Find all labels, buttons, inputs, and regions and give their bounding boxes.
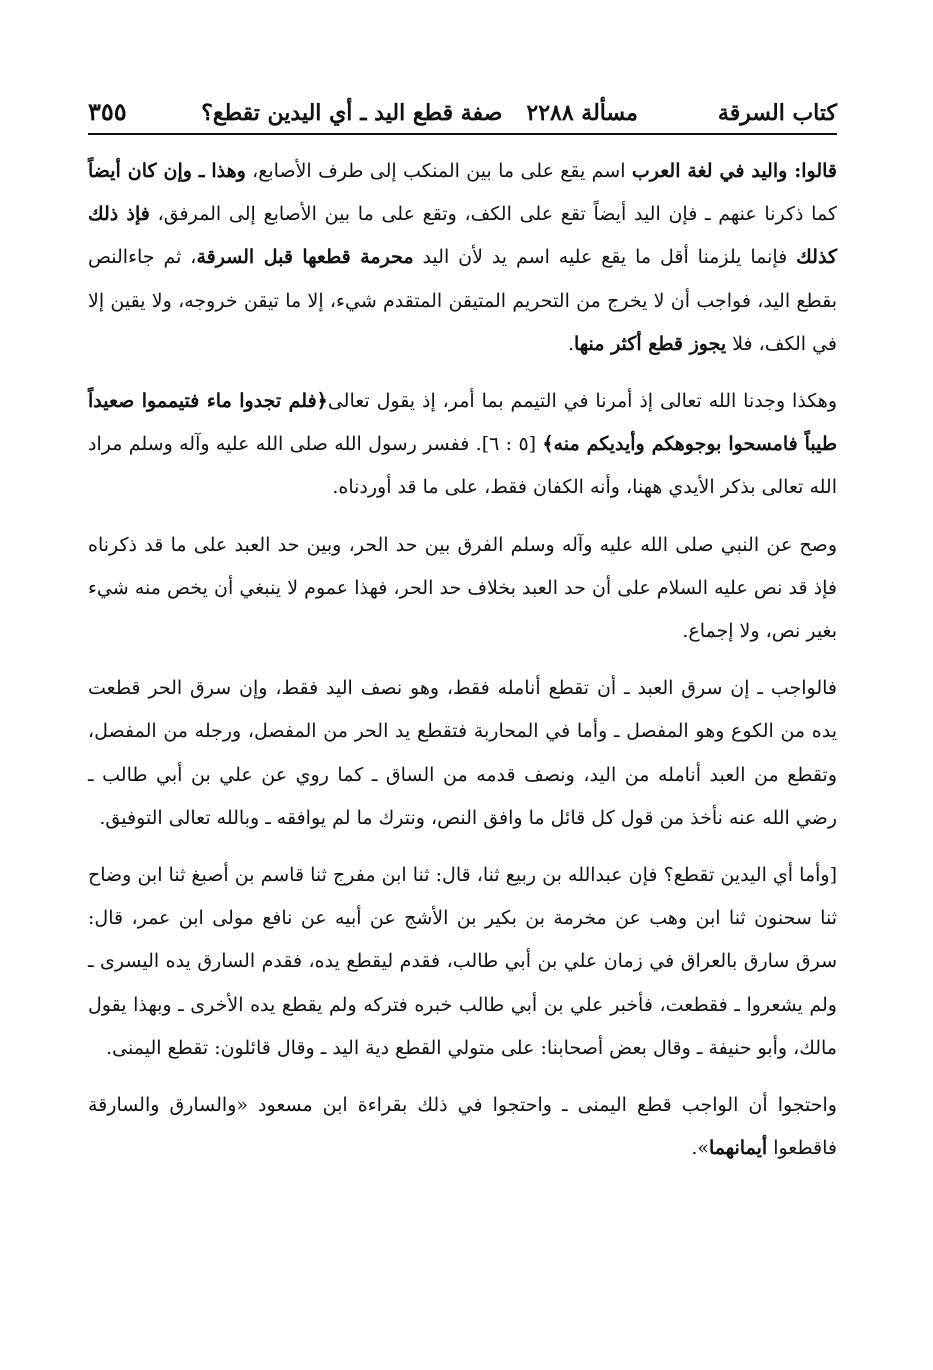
section-title: صفة قطع اليد ـ أي اليدين تقطع؟ xyxy=(201,100,503,126)
bold-text-run: قالوا: واليد في لغة العرب xyxy=(631,160,837,182)
text-run: ». xyxy=(691,1137,709,1160)
bold-text-run: يجوز قطع أكثر منها xyxy=(574,332,727,355)
bold-text-run: محرمة قطعها قبل السرقة xyxy=(196,246,414,269)
page-number: ٣٥٥ xyxy=(88,97,127,126)
paragraph xyxy=(88,1084,837,1170)
bold-text-run: وهذا ـ وإن كان أيضاً xyxy=(88,160,246,182)
text-run: وصح عن النبي صلى الله عليه وآله وسلم الفرق بين حد الحر، وبين حد العبد على ما قد ذكرناه فإذ قد نص عليه السلام على أن حد العبد بخلاف حد الحر، فهذا عموم لا ينبغي أن يخص منه شيء بغير نص، ولا إجماع. xyxy=(88,533,837,643)
text-run: واحتجوا أن الواجب قطع اليمنى ـ واحتجوا في ذلك بقراءة ابن مسعود «والسارق والسارقة فاقطعوا xyxy=(88,1094,837,1160)
paragraph xyxy=(88,524,837,654)
text-run: . xyxy=(567,332,574,355)
bold-text-run: فإذ ذلك كذلك xyxy=(88,203,837,269)
page-body xyxy=(88,150,837,1184)
masala-number: مسألة ٢٢٨٨ xyxy=(526,100,638,126)
text-run: فالواجب ـ إن سرق العبد ـ أن تقطع أنامله فقط، وهو نصف اليد فقط، وإن سرق الحر قطعت يده من الكوع وهو المفصل ـ وأما في المحاربة فتقطع يد الحر من المفصل، ورجله من المفصل، وتقطع من العبد أنامله من اليد، ونصف قدمه من الساق ـ كما روي عن علي بن أبي طالب ـ رضي الله عنه نأخذ من قول كل قائل ما وافق النص، ونترك ما لم يوافقه ـ وبالله تعالى التوفيق. xyxy=(88,677,837,829)
text-run: [٥ : ٦]. ففسر رسول الله صلى الله عليه وآله وسلم مراد الله تعالى بذكر الأيدي ههنا، وأنه الكفان فقط، على ما قد أوردناه. xyxy=(88,433,837,499)
paragraph xyxy=(88,150,837,366)
bold-text-run: أيمانهما xyxy=(708,1137,768,1160)
text-run: فإنما يلزمنا أقل ما يقع عليه اسم يد لأن اليد xyxy=(413,246,797,269)
bold-text-run: ﴿فلم تجدوا ماء فتيمموا صعيداً طيباً فامسحوا بوجوهكم وأيديكم منه﴾ xyxy=(88,390,838,456)
text-run: كما ذكرنا عنهم ـ فإن اليد أيضاً تقع على الكف، وتقع على ما بين الأصابع إلى المرفق، xyxy=(149,203,837,226)
paragraph xyxy=(88,667,837,840)
text-run: ، ثم جاءالنص بقطع اليد، فواجب أن لا يخرج من التحريم المتيقن المتقدم شيء، إلا ما تيقن خروجه، ولا يقين إلا في الكف، فلا xyxy=(88,246,837,355)
paragraph xyxy=(88,854,837,1070)
running-header xyxy=(88,82,837,126)
header-rule xyxy=(88,133,837,135)
paragraph xyxy=(88,380,837,510)
text-run: اسم يقع على ما بين المنكب إلى طرف الأصابع، xyxy=(245,160,632,182)
text-run: [وأما أي اليدين تقطع؟ فإن عبدالله بن ربيع ثنا، قال: ثنا ابن مفرج ثنا قاسم بن أصبغ ثنا ابن وضاح ثنا سحنون ثنا ابن وهب عن مخرمة بن بكير بن الأشج عن أبيه عن نافع مولى ابن عمر، قال: سرق سارق بالعراق في زمان علي بن أبي طالب، فقدم ليقطع يده، فقدم السارق يده اليسرى ـ ولم يشعروا ـ فقطعت، فأخبر علي بن أبي طالب خبره فتركه ولم يقطع يده الأخرى ـ وبهذا يقول مالك، وأبو حنيفة ـ وقال بعض أصحابنا: على متولي القطع دية اليد ـ وقال قائلون: تقطع اليمنى. xyxy=(88,864,837,1059)
book-title: كتاب السرقة xyxy=(717,100,837,126)
text-run: وهكذا وجدنا الله تعالى إذ أمرنا في التيمم بما أمر، إذ يقول تعالى xyxy=(327,390,837,413)
